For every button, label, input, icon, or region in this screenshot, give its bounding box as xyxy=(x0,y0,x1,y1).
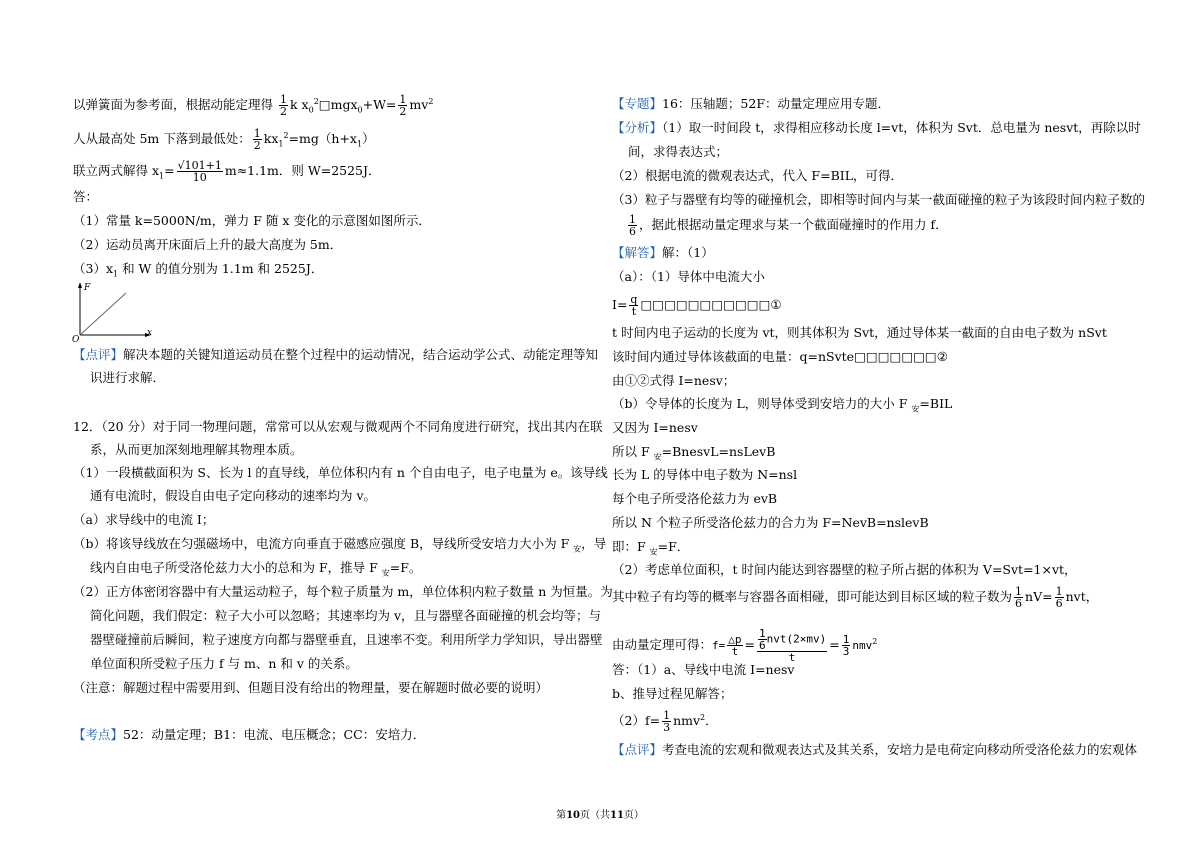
answer-3: $(3)x_1$ 和 W 的值分别为 1.1m 和 2525J． xyxy=(73,261,324,279)
comment-tag: 【点评】 xyxy=(73,347,124,362)
jieda-line-6: 由①②式得 I=nesv； xyxy=(612,373,736,388)
fenxi-line-3: （2）根据电流的微观表达式，代入 F=BIL，可得． xyxy=(612,168,903,183)
energy-eq-line: 以弹簧面为参考面，根据动能定理得 $\frac{1}{2}$ k $x_0^2□mgx_0+W=$ $\frac{1}{2}$ $mv^2$ xyxy=(73,93,434,119)
fraction: $\frac{1}{6}$ xyxy=(1055,585,1063,610)
right-comment-line: 【点评】考查电流的宏观和微观表达式及其关系，安培力是电荷定向移动所受洛伦兹力的宏观体 xyxy=(612,742,1138,757)
y-axis-arrow xyxy=(78,282,82,288)
q12-line-9: 简化问题，我们假定：粒子大小可以忽略；其速率均为 v，且与器壁各面碰撞的机会均等；与 xyxy=(90,608,602,623)
fraction: $\frac{1}{2}$ xyxy=(279,93,287,119)
answer-2: （2）运动员离开床面后上升的最大高度为 5m． xyxy=(73,237,343,252)
jieda-line-10: 长为 L 的导体中电子数为 N=nsl xyxy=(612,467,798,482)
fraction: $\frac{1}{6}$ xyxy=(629,213,636,238)
fraction: $\frac{1}{2}$ xyxy=(253,127,261,153)
comment-tag: 【点评】 xyxy=(612,742,663,757)
jieda-line-13: 即：F $_安$=F． xyxy=(612,539,690,557)
jieda-line-14: （2）考虑单位面积，t 时间内能达到容器壁的粒子所占据的体积为 V=Svt=1×vt， xyxy=(612,562,1077,577)
fraction: $\frac{q}{t}$ xyxy=(630,293,638,318)
answer-line-2: b、推导过程见解答； xyxy=(612,686,733,701)
origin-label: O xyxy=(72,335,80,343)
page-number: 10 xyxy=(566,810,580,821)
q12-line-1: 12．（20 分）对于同一物理问题，常常可以从宏观与微观两个不同角度进行研究，找出其内在联 xyxy=(73,419,603,434)
fraction: $\frac{1}{3}$ xyxy=(663,709,671,735)
jieda-line-3: I= $\frac{q}{t}$ □□□□□□□□□□□① xyxy=(612,293,782,318)
fenxi-line-2: 间，求得表达式； xyxy=(628,144,729,159)
comment-line-1: 【点评】解决本题的关键知道运动员在整个过程中的运动情况，结合运动学公式、动能定理等知 xyxy=(73,347,599,362)
fraction: $\frac{1}{2}$ xyxy=(399,93,407,119)
jieda-line-15: 其中粒子有均等的概率与容器各面相碰，即可能达到目标区域的粒子数为 $\frac{1}{6}$ nV= $\frac{1}{6}$ nvt， xyxy=(612,585,1099,610)
q12-line-5: （a）求导线中的电流 I； xyxy=(73,512,215,527)
solve-line: 联立两式解得 $x_1=$ $\frac{√101+1}{10}$ m≈1.1m．则 W=2525J． xyxy=(73,159,381,184)
jieda-line-1: 【解答】解：（1） xyxy=(612,245,714,260)
zhuanti-line: 【专题】16：压轴题；52F：动量定理应用专题． xyxy=(612,96,891,111)
q12-line-8: （2）正方体密闭容器中有大量运动粒子，每个粒子质量为 m，单位体积内粒子数量 n 为恒量。为 xyxy=(73,584,613,599)
fraction: $\frac{1}{6}$ xyxy=(759,627,766,652)
axis-label-f: F xyxy=(84,283,91,293)
jieda-line-2: （a）：（1）导体中电流大小 xyxy=(612,269,765,284)
page-total: 11 xyxy=(610,810,624,821)
fraction: $\frac{1}{3}$ xyxy=(842,633,850,658)
q12-line-4: 通有电流时，假设自由电子定向移动的速率均为 v。 xyxy=(90,488,377,503)
q12-line-7: 线内自由电子所受洛伦兹力大小的总和为 F，推导 F $_安$=F。 xyxy=(90,560,422,578)
jieda-line-4: t 时间内电子运动的长度为 vt，则其体积为 Svt，通过导体某一截面的自由电子数为 nSvt xyxy=(612,325,1107,340)
answer-1: （1）常量 k=5000N/m，弹力 F 随 x 变化的示意图如图所示． xyxy=(73,213,431,228)
fraction: $\frac{\triangle p}{t}$ xyxy=(728,633,742,658)
q12-line-6: （b）将该导线放在匀强磁场中，电流方向垂直于磁感应强度 B，导线所受安培力大小为 F $_安$，导 xyxy=(73,536,607,554)
q12-line-10: 器壁碰撞前后瞬间，粒子速度方向都与器壁垂直，且速率不变。利用所学力学知识，导出器壁 xyxy=(90,632,603,647)
answer-line-1: 答：（1）a、导线中电流 I=nesv xyxy=(612,662,795,677)
jieda-line-16: 由动量定理可得：f= $\frac{\triangle p}{t}$ = $\frac{1}{6}$ nvt(2×mv) t = $\frac{1}{3}$ nmv$^2$ xyxy=(612,627,878,664)
page-footer: 第10页（共11页） xyxy=(556,810,644,821)
q12-line-12: （注意：解题过程中需要用到、但题目没有给出的物理量，要在解题时做必要的说明） xyxy=(73,680,549,695)
jieda-line-5: 该时间内通过导体该截面的电量：q=nSvte□□□□□□□② xyxy=(612,349,948,364)
answer-line-3: （2）f= $\frac{1}{3}$ nmv$^2$． xyxy=(612,709,718,735)
force-line xyxy=(80,293,126,335)
fenxi-line-1: 【分析】（1）取一时间段 t，求得相应移动长度 l=vt，体积为 Svt．总电量为 nesvt，再除以时 xyxy=(612,120,1141,135)
kaodian-line: 【考点】52：动量定理；B1：电流、电压概念；CC：安培力． xyxy=(73,727,426,742)
answer-label: 答： xyxy=(73,189,99,204)
q12-line-2: 系，从而更加深刻地理解其物理本质。 xyxy=(90,442,303,457)
fraction: $\frac{√101+1}{10}$ xyxy=(177,159,222,184)
fenxi-line-5: $\frac{1}{6}$ ，据此根据动量定理求与某一个截面碰撞时的作用力 f． xyxy=(629,213,948,238)
fraction-compound: $\frac{1}{6}$ nvt(2×mv) t xyxy=(759,627,827,664)
q12-line-3: （1）一段横截面积为 S、长为 l 的直导线，单位体积内有 n 个自由电子，电子电量为 e。该导线 xyxy=(73,465,608,480)
fraction: $\frac{1}{6}$ xyxy=(1015,585,1023,610)
jieda-line-7: （b）令导体的长度为 L，则导体受到安培力的大小 F $_安$=BIL xyxy=(612,396,953,414)
jieda-tag: 【解答】 xyxy=(612,245,663,260)
fenxi-line-4: （3）粒子与器壁有均等的碰撞机会，即相等时间内与某一截面碰撞的粒子为该段时间内粒子数的 xyxy=(612,192,1145,207)
axis-label-x: x xyxy=(147,328,153,338)
q12-line-11: 单位面积所受粒子压力 f 与 m、n 和 v 的关系。 xyxy=(90,656,358,671)
zhuanti-tag: 【专题】 xyxy=(612,96,663,111)
force-displacement-graph xyxy=(70,279,160,343)
fall-eq-line: 人从最高处 5m 下落到最低处： $\frac{1}{2}$ $kx_1^2=mg(h+x_1)$ xyxy=(73,127,375,153)
kaodian-tag: 【考点】 xyxy=(73,727,124,742)
text: 以弹簧面为参考面，根据动能定理得 xyxy=(73,97,277,113)
jieda-line-9: 所以 F $_安$=BnesvL=nsLevB xyxy=(612,444,776,462)
jieda-line-12: 所以 N 个粒子所受洛伦兹力的合力为 F=NevB=nslevB xyxy=(612,515,929,530)
jieda-line-8: 又因为 I=nesv xyxy=(612,420,698,435)
jieda-line-11: 每个电子所受洛伦兹力为 evB xyxy=(612,491,778,506)
fenxi-tag: 【分析】 xyxy=(612,120,663,135)
comment-line-2: 识进行求解． xyxy=(90,370,166,385)
